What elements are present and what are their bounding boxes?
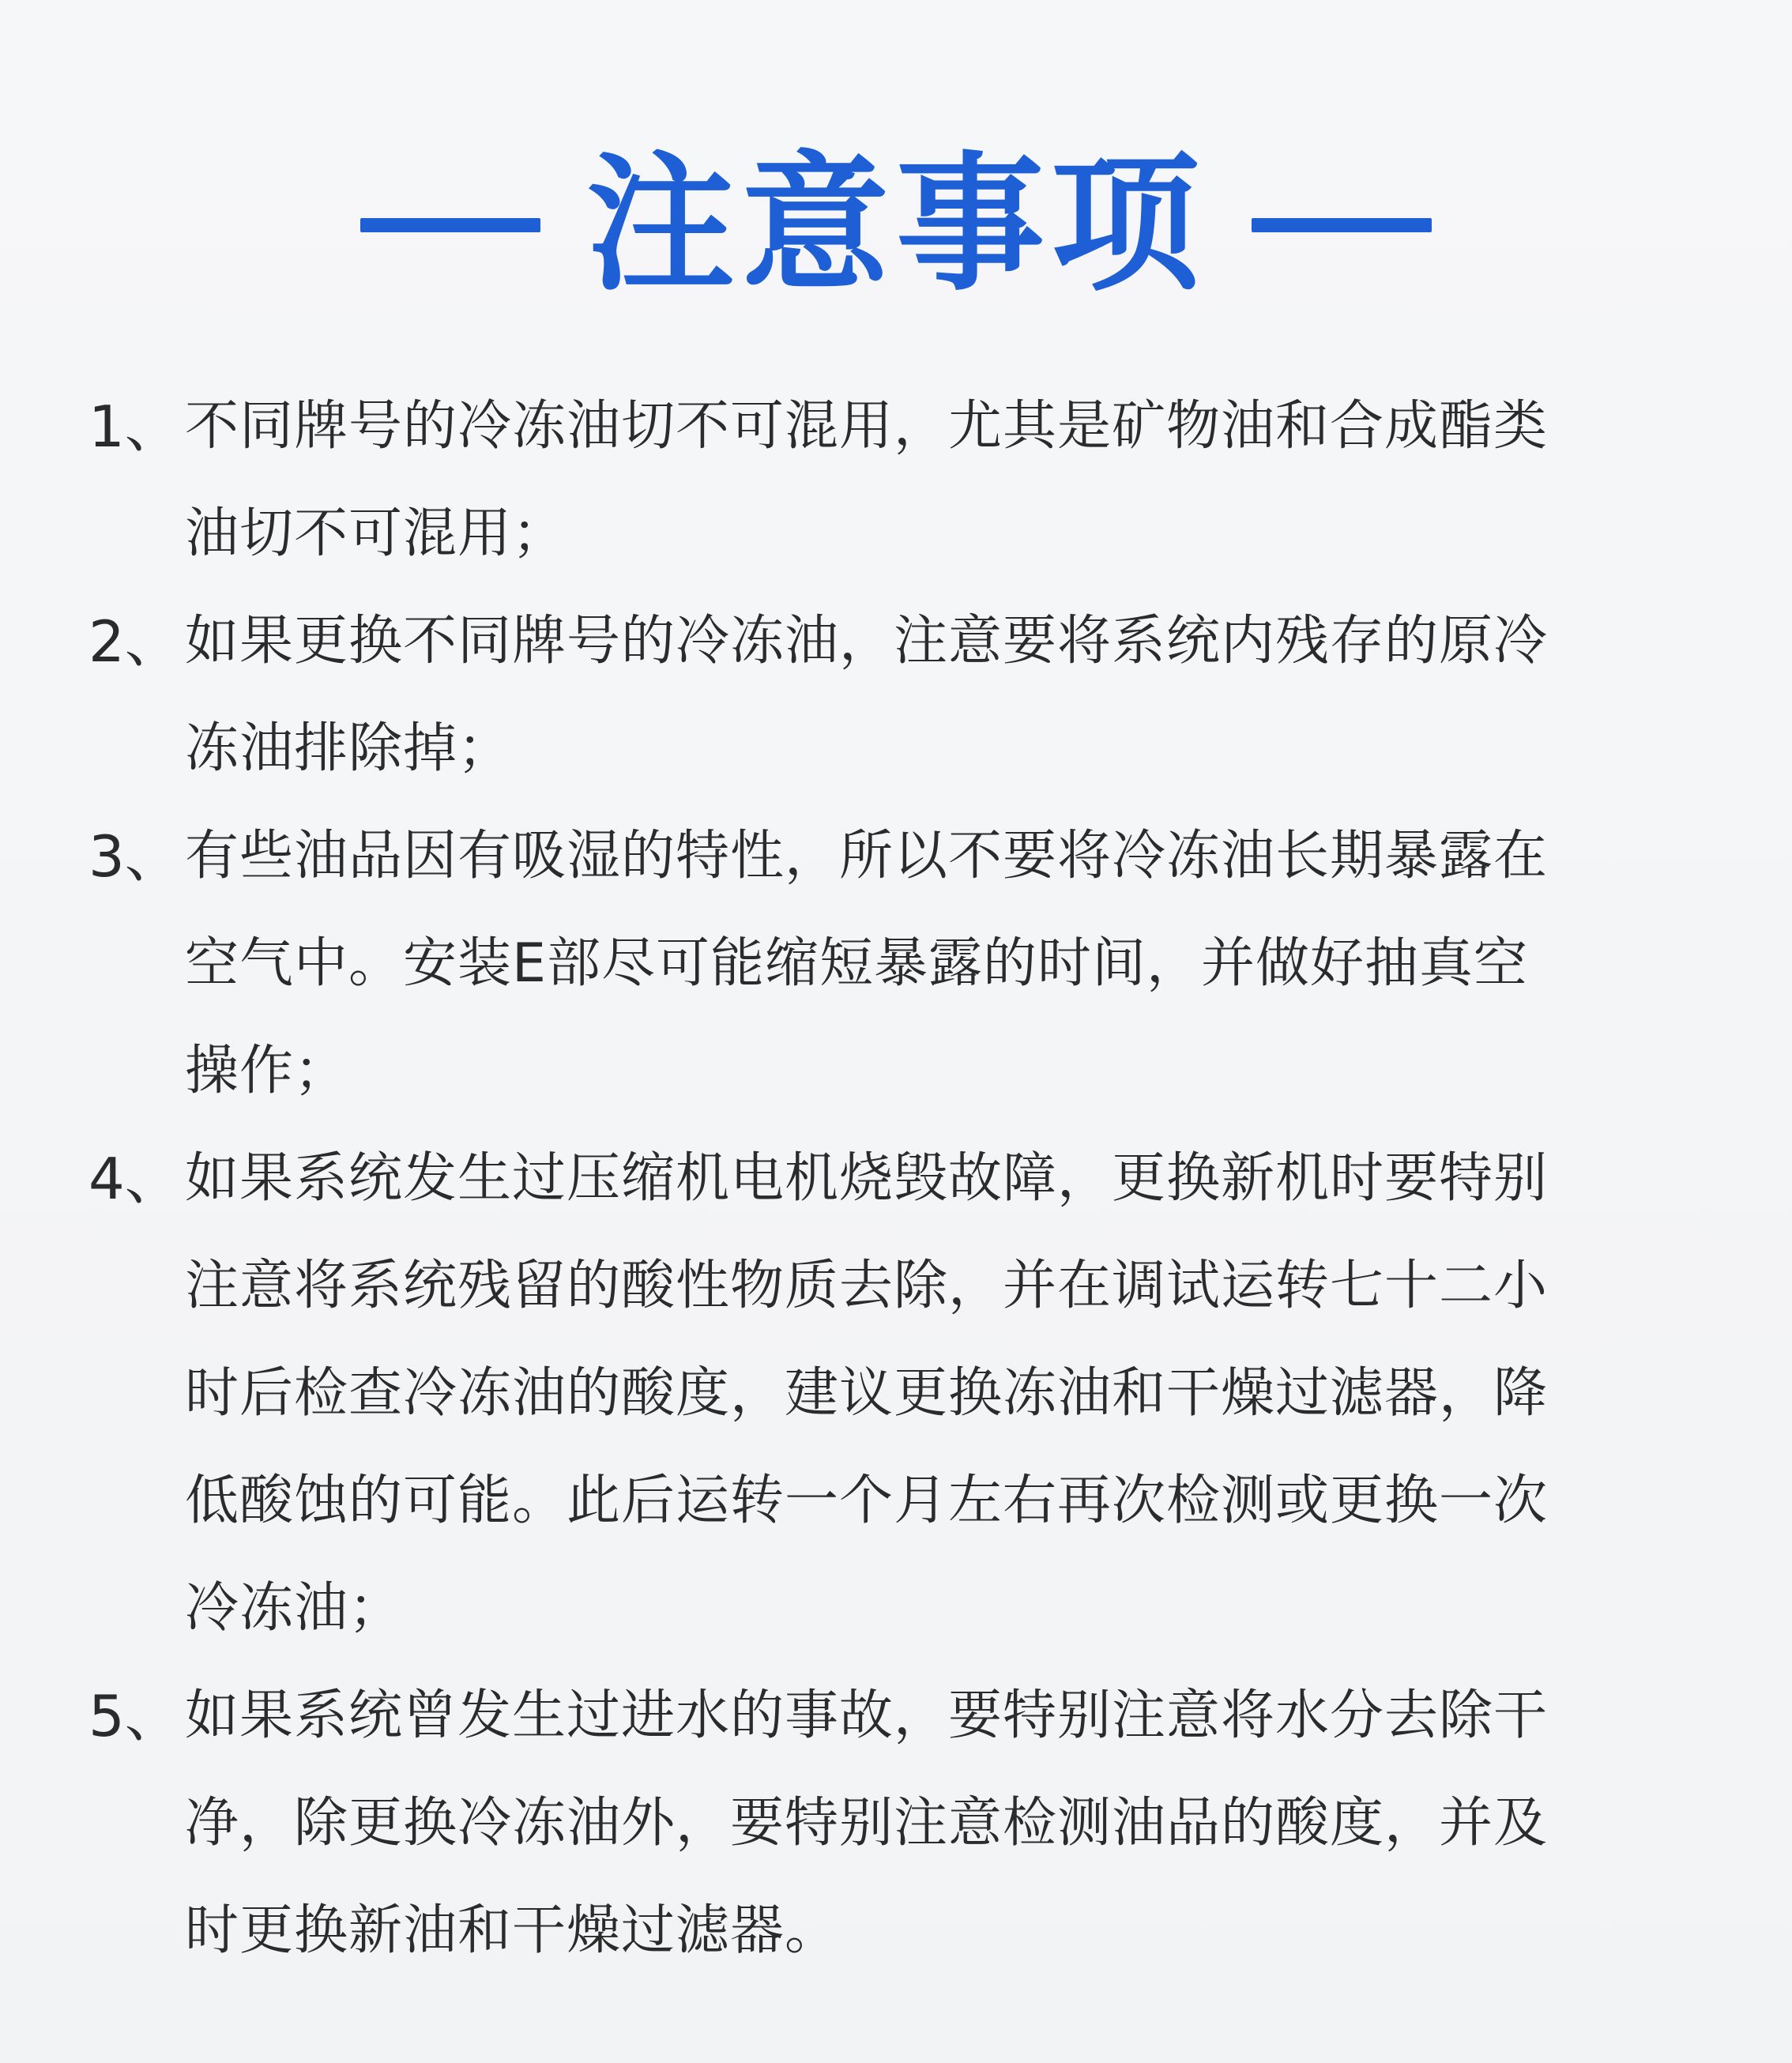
note-text: 如果系统发生过压缩机电机烧毁故障，更换新机时要特别 注意将系统残留的酸性物质去除，并在调试运转七十二小 时后检查冷冻油的酸度，建议更换冻油和干燥过滤器，降 低酸蚀的可能。此后运转一个月左右再次检测或更换一次 冷冻油； <box>185 1147 1549 1639</box>
note-number: 3、 <box>88 823 182 890</box>
page-header <box>0 134 1792 316</box>
note-number: 1、 <box>88 393 182 460</box>
note-item <box>88 1662 1716 1985</box>
title-left-dash <box>360 218 540 232</box>
note-text: 有些油品因有吸湿的特性，所以不要将冷冻油长期暴露在 空气中。安装E部尽可能缩短暴露的时间，并做好抽真空 操作； <box>185 825 1549 1102</box>
note-item <box>88 1125 1716 1662</box>
note-number: 5、 <box>88 1683 182 1749</box>
note-text: 不同牌号的冷冻油切不可混用，尤其是矿物油和合成酯类 油切不可混用； <box>185 395 1549 565</box>
page-title: 注意事项 <box>586 138 1206 311</box>
note-text: 如果更换不同牌号的冷冻油，注意要将系统内残存的原冷 冻油排除掉； <box>185 610 1549 780</box>
note-item <box>88 373 1716 588</box>
title-right-dash <box>1252 218 1432 232</box>
notes-list <box>88 373 1716 1985</box>
note-text: 如果系统曾发生过进水的事故，要特别注意将水分去除干 净，除更换冷冻油外，要特别注意检测油品的酸度，并及 时更换新油和干燥过滤器。 <box>185 1685 1549 1962</box>
note-number: 4、 <box>88 1146 182 1212</box>
note-item <box>88 588 1716 803</box>
note-number: 2、 <box>88 608 182 675</box>
note-item <box>88 803 1716 1125</box>
